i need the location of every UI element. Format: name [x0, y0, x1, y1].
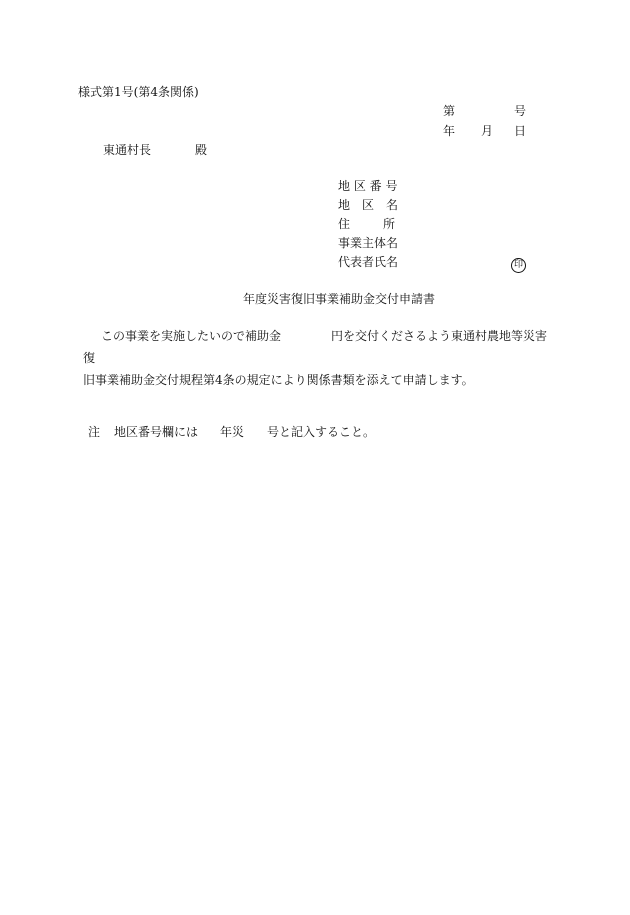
number-suffix: 号 [514, 104, 527, 118]
date-year: 年 [443, 124, 456, 138]
seal-icon: 印 [511, 258, 526, 273]
honorific: 殿 [195, 143, 208, 157]
body-line1-a: この事業を実施したいので補助金 [101, 329, 282, 343]
address-label-start: 住 [338, 217, 351, 231]
address-label-end: 所 [383, 217, 396, 231]
entity-label: 事業主体名 [338, 236, 399, 250]
seal-mark [511, 255, 526, 273]
number-prefix: 第 [443, 104, 456, 118]
representative-label: 代表者氏名 [338, 255, 399, 269]
district-name-label: 地 区 名 [338, 198, 399, 212]
date-month: 月 [481, 124, 494, 138]
note-text-b: 年災 [220, 425, 245, 439]
addressee: 東通村長 [103, 143, 152, 157]
form-label: 様式第1号(第4条関係) [78, 85, 199, 99]
note-text-c: 号と記入すること。 [267, 425, 376, 439]
body-paragraph [83, 325, 553, 391]
document-title: 年度災害復旧事業補助金交付申請書 [243, 292, 436, 306]
note-text-a: 地区番号欄には [114, 425, 199, 439]
district-number-label: 地 区 番 号 [338, 179, 398, 193]
date-day: 日 [514, 124, 527, 138]
note-label: 注 [88, 425, 101, 439]
body-line1-b: 円を交付くださるよう東通村農地等災害復 [83, 329, 548, 365]
body-line2: 旧事業補助金交付規程第4条の規定により関係書類を添えて申請します。 [83, 373, 474, 387]
